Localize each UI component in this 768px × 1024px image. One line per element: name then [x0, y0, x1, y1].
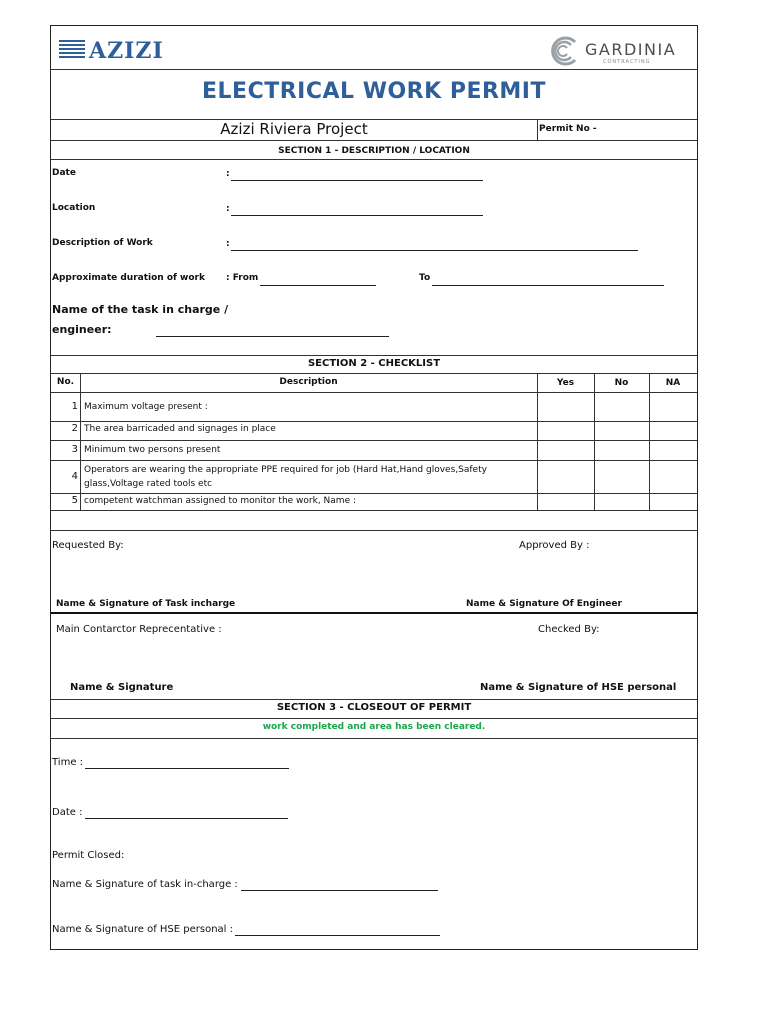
- to-label: To: [419, 273, 431, 283]
- section1-heading: SECTION 1 - DESCRIPTION / LOCATION: [278, 146, 470, 156]
- date-colon: :: [226, 169, 230, 179]
- azizi-logo-bars-icon: [59, 40, 85, 60]
- checklist-row-no: 1: [71, 401, 78, 412]
- col-na-header: NA: [665, 378, 681, 388]
- description-colon: :: [226, 239, 230, 249]
- col-description-header: Description: [279, 377, 338, 387]
- checklist-row-text: Minimum two persons present: [84, 445, 221, 455]
- date-label: Date: [52, 168, 76, 178]
- checklist-row-text: Operators are wearing the appropriate PPE required for job (Hard Hat,Hand gloves,Safety glass,Voltage rated tools etc: [84, 465, 487, 489]
- checklist-row-no: 2: [71, 423, 78, 434]
- to-field[interactable]: [432, 275, 664, 286]
- location-colon: :: [226, 204, 230, 214]
- sig-task-incharge-label: Name & Signature of Task incharge: [56, 599, 236, 609]
- closeout-task-incharge-label: Name & Signature of task in-charge :: [52, 879, 238, 890]
- section2-heading: SECTION 2 - CHECKLIST: [307, 358, 441, 369]
- closeout-date-label: Date :: [52, 807, 83, 818]
- checklist-row-text: The area barricaded and signages in place: [84, 424, 276, 434]
- gardinia-swirl-icon: [547, 34, 581, 68]
- closeout-task-incharge-field[interactable]: [241, 880, 438, 891]
- checklist-row-text: competent watchman assigned to monitor the work, Name :: [84, 496, 357, 506]
- azizi-logo: [59, 34, 179, 66]
- col-yes-header: Yes: [556, 378, 575, 388]
- task-in-charge-label-2: engineer:: [52, 323, 112, 336]
- from-field[interactable]: [260, 275, 376, 286]
- checked-by-label: Checked By:: [538, 624, 600, 635]
- duration-label: Approximate duration of work: [52, 273, 205, 283]
- from-label: : From: [226, 273, 259, 283]
- approved-by-label: Approved By :: [519, 540, 590, 551]
- project-name: Azizi Riviera Project: [220, 120, 368, 138]
- checklist-row-text: Maximum voltage present :: [84, 402, 208, 412]
- col-no2-header: No: [614, 378, 629, 388]
- main-contractor-label: Main Contarctor Reprecentative :: [56, 624, 222, 635]
- time-label: Time :: [52, 757, 84, 768]
- name-signature-label: Name & Signature: [70, 682, 174, 693]
- permit-closed-label: Permit Closed:: [52, 850, 125, 861]
- sig-engineer-label: Name & Signature Of Engineer: [466, 599, 622, 609]
- checklist-row-no: 5: [71, 495, 78, 506]
- gardinia-logo-text: GARDINIA: [585, 40, 677, 59]
- description-label: Description of Work: [52, 238, 153, 248]
- col-no-header: No.: [56, 377, 75, 387]
- gardinia-logo: [547, 34, 687, 68]
- permit-no-label: Permit No -: [539, 124, 597, 134]
- gardinia-logo-sub: CONTRACTING: [603, 59, 651, 65]
- sig-hse-label: Name & Signature of HSE personal: [480, 682, 677, 693]
- permit-form: [50, 25, 698, 950]
- location-field[interactable]: [231, 205, 483, 216]
- description-field[interactable]: [231, 240, 638, 251]
- date-field[interactable]: [231, 170, 483, 181]
- page-title: ELECTRICAL WORK PERMIT: [202, 79, 546, 104]
- azizi-logo-text: AZIZI: [89, 38, 164, 64]
- location-label: Location: [52, 203, 96, 213]
- task-in-charge-field[interactable]: [156, 326, 389, 337]
- closeout-note: work completed and area has been cleared.: [262, 722, 486, 732]
- task-in-charge-label-1: Name of the task in charge /: [52, 303, 229, 316]
- requested-by-label: Requested By:: [52, 540, 124, 551]
- section3-heading: SECTION 3 - CLOSEOUT OF PERMIT: [276, 702, 472, 713]
- time-field[interactable]: [85, 758, 289, 769]
- closeout-hse-field[interactable]: [235, 925, 440, 936]
- closeout-hse-label: Name & Signature of HSE personal :: [52, 924, 233, 935]
- checklist-row-no: 3: [71, 444, 78, 455]
- closeout-date-field[interactable]: [85, 808, 288, 819]
- checklist-row-no: 4: [71, 471, 78, 482]
